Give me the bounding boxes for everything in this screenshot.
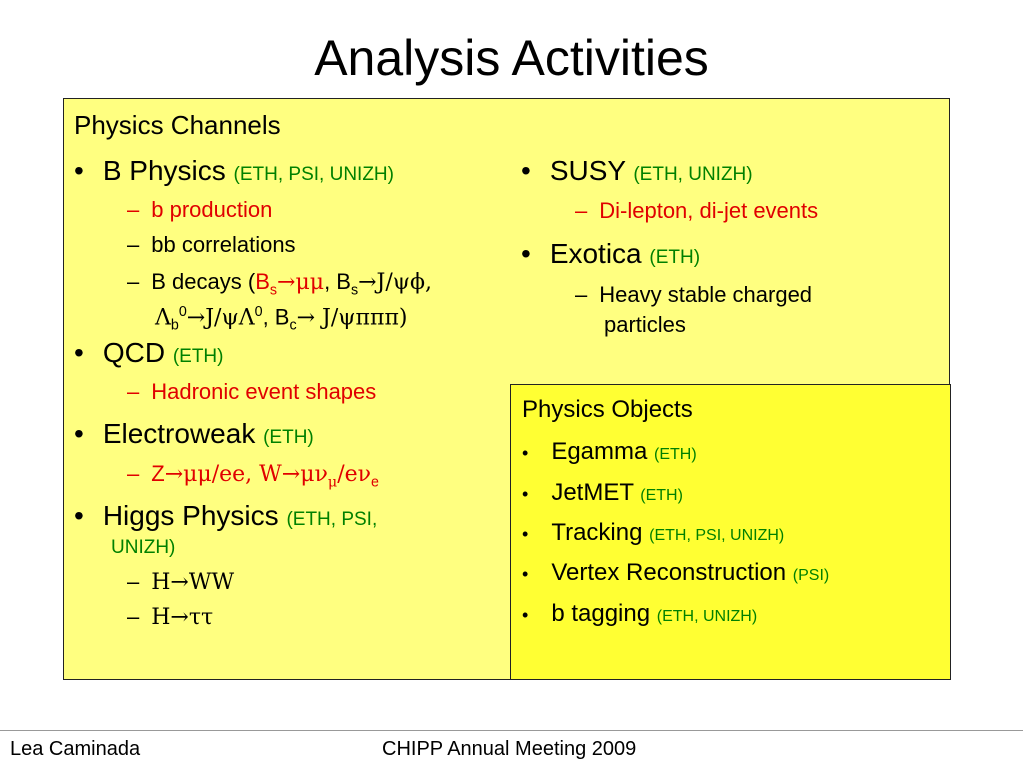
exotica-label: Exotica [549, 238, 642, 269]
b-physics-label: B Physics [102, 155, 226, 186]
z-w-decays-item [127, 460, 379, 496]
b-production-label: b production [151, 197, 273, 222]
qcd-institutes: (ETH) [172, 346, 224, 367]
w-munu: →μν [281, 462, 328, 487]
susy-label: SUSY [549, 155, 626, 186]
lambda-b-superscript: 0 [178, 304, 187, 320]
z-symbol: Z [151, 461, 165, 486]
higgs-institutes-a: (ETH, PSI, [286, 509, 378, 530]
object-item [522, 437, 697, 470]
bullet: • [522, 484, 529, 504]
object-item [522, 599, 757, 632]
bs-symbol: B [255, 269, 270, 294]
physics-channels-heading: Physics Channels [74, 110, 281, 140]
bullet: • [521, 238, 531, 269]
dilepton-label: Di-lepton, di-jet events [599, 198, 819, 223]
bullet: • [74, 155, 84, 186]
qcd-label: QCD [102, 337, 166, 368]
dash: – [127, 461, 140, 486]
dash: – [575, 282, 588, 307]
susy-item [521, 155, 753, 191]
bullet: • [522, 605, 529, 625]
electroweak-item [74, 418, 314, 454]
jpsi-pipi: → J/ψππ [296, 305, 385, 331]
object-institutes: (ETH) [640, 487, 683, 504]
dash: – [127, 197, 140, 222]
heavy-stable-item [575, 281, 812, 309]
bullet: • [521, 155, 531, 186]
object-institutes: (PSI) [792, 567, 830, 584]
lambda-b-subscript: b [170, 317, 179, 334]
bullet: • [74, 418, 84, 449]
h-tautau-label: H→ττ [151, 605, 214, 630]
bullet: • [74, 337, 84, 368]
jpsi-phi: →J/ψϕ, [358, 270, 433, 295]
bullet: • [522, 564, 529, 584]
electroweak-label: Electroweak [102, 418, 256, 449]
object-institutes: (ETH, PSI, UNIZH) [649, 527, 785, 544]
jpsi-lambda: →J/ψΛ [186, 305, 255, 331]
heavy-stable-label-a: Heavy stable charged [599, 282, 813, 307]
bc-subscript: c [289, 317, 297, 334]
object-label: Tracking [551, 519, 643, 546]
nu-e-subscript: e [371, 474, 379, 491]
b-decays-prefix: B decays ( [151, 269, 256, 294]
object-label: Vertex Reconstruction [551, 559, 787, 586]
h-ww-label: H→WW [151, 570, 235, 595]
bullet: • [522, 443, 529, 463]
object-label: JetMET [551, 479, 634, 506]
dash: – [127, 269, 140, 294]
hadronic-shapes-item [127, 378, 376, 406]
object-item [522, 518, 784, 551]
object-label: Egamma [551, 438, 648, 465]
bb-correlations-label: bb correlations [151, 232, 296, 257]
bs-mumu: →μμ [277, 270, 325, 295]
object-label: b tagging [551, 600, 651, 627]
dash: – [127, 569, 140, 594]
object-institutes: (ETH, UNIZH) [656, 608, 758, 625]
higgs-institutes-b: UNIZH) [111, 537, 176, 558]
z-mumu-w: →μμ/ee, W [164, 462, 282, 487]
exotica-institutes: (ETH) [649, 247, 701, 268]
b-physics-institutes: (ETH, PSI, UNIZH) [233, 164, 394, 185]
exotica-item [521, 238, 700, 274]
object-institutes: (ETH) [654, 446, 697, 463]
susy-institutes: (ETH, UNIZH) [633, 164, 753, 185]
bc-symbol: , B [262, 304, 290, 330]
dash: – [127, 604, 140, 629]
electroweak-institutes: (ETH) [263, 427, 314, 448]
dilepton-item [575, 197, 818, 225]
object-item [522, 478, 683, 511]
h-ww-item [127, 568, 234, 597]
lambda-superscript: 0 [254, 304, 263, 320]
footer-event: CHIPP Annual Meeting 2009 [382, 738, 637, 760]
object-item [522, 558, 829, 591]
dash: – [127, 379, 140, 404]
footer-author: Lea Caminada [10, 738, 141, 760]
footer-divider [0, 730, 1023, 731]
bs2-symbol: , B [324, 269, 351, 294]
pi-close: π) [384, 305, 408, 331]
slide-title: Analysis Activities [314, 30, 709, 86]
heavy-stable-label-b: particles [604, 312, 686, 337]
bs-subscript: s [269, 282, 278, 299]
bullet: • [522, 524, 529, 544]
lambda-symbol: Λ [155, 305, 171, 331]
hadronic-shapes-label: Hadronic event shapes [151, 379, 377, 404]
bs2-subscript: s [350, 282, 359, 299]
b-production-item [127, 196, 272, 224]
h-tautau-item [127, 603, 213, 632]
e-nu: /eν [337, 462, 372, 487]
bullet: • [74, 500, 84, 531]
b-decays-line2 [155, 298, 408, 340]
qcd-item [74, 337, 223, 373]
dash: – [575, 198, 588, 223]
b-physics-item [74, 155, 394, 191]
higgs-item [74, 500, 377, 536]
dash: – [127, 232, 140, 257]
higgs-label: Higgs Physics [102, 500, 279, 531]
bb-correlations-item [127, 231, 296, 259]
physics-objects-heading: Physics Objects [522, 396, 693, 423]
nu-mu-subscript: μ [327, 474, 338, 491]
